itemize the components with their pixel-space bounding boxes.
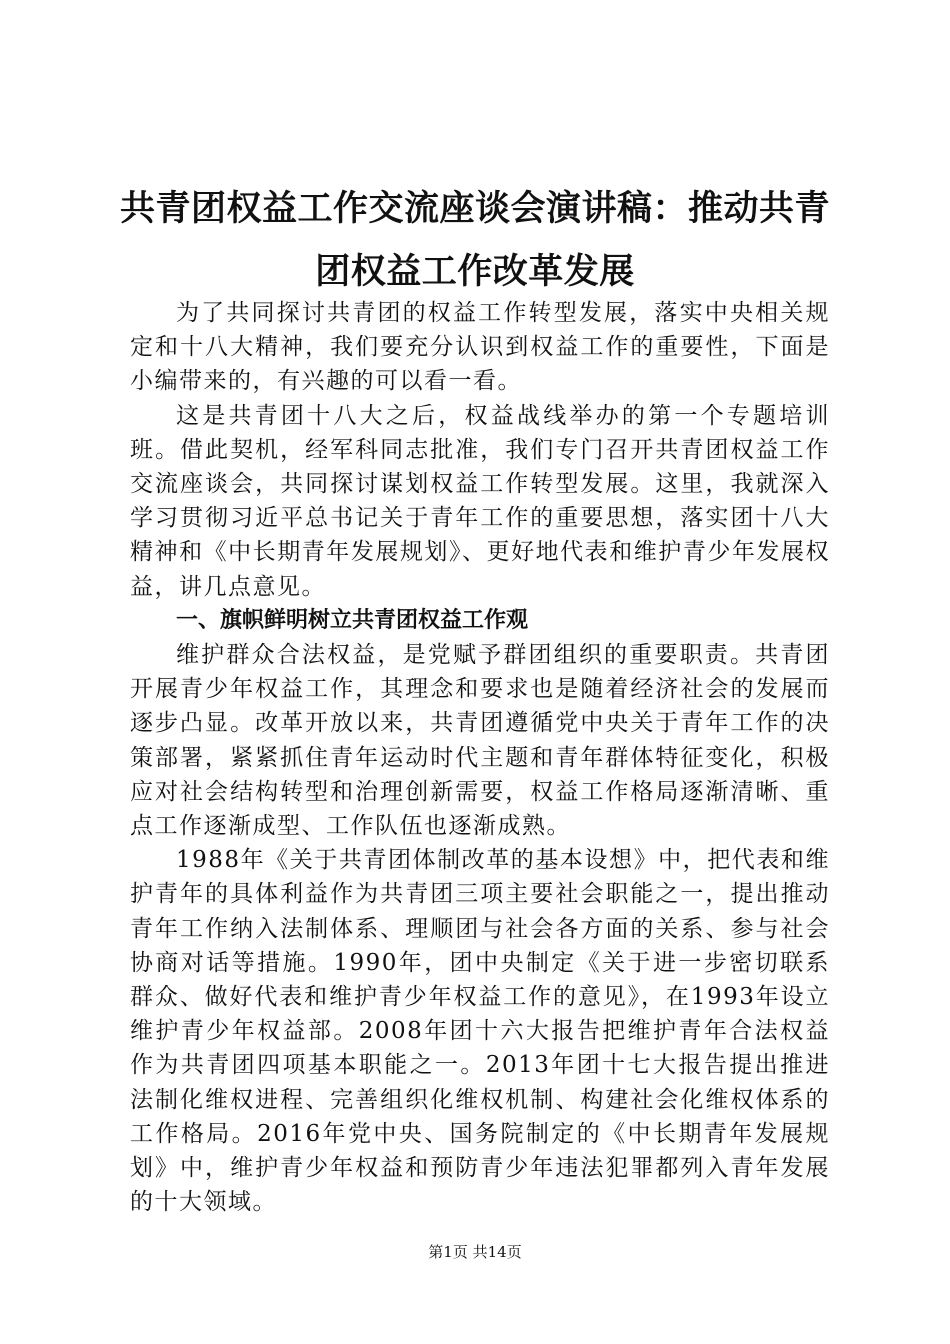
intro-paragraph: 为了共同探讨共青团的权益工作转型发展，落实中央相关规定和十八大精神，我们要充分认识到权益工作的重要性，下面是小编带来的，有兴趣的可以看一看。	[130, 300, 830, 395]
page-number: 第1页 共14页	[428, 1243, 522, 1261]
section-heading: 一、旗帜鲜明树立共青团权益工作观	[176, 607, 529, 633]
document-body	[130, 296, 830, 1219]
body-paragraph: 这是共青团十八大之后，权益战线举办的第一个专题培训班。借此契机，经军科同志批准，我们专门召开共青团权益工作交流座谈会，共同探讨谋划权益工作转型发展。这里，我就深入学习贯彻习近平总书记关于青年工作的重要思想，落实团十八大精神和《中长期青年发展规划》、更好地代表和维护青少年发展权益，讲几点意见。	[130, 402, 830, 600]
section-paragraph: 1988年《关于共青团体制改革的基本设想》中，把代表和维护青年的具体利益作为共青团三项主要社会职能之一，提出推动青年工作纳入法制体系、理顺团与社会各方面的关系、参与社会协商对话等措施。1990年，团中央制定《关于进一步密切联系群众、做好代表和维护青少年权益工作的意见》，在1993年设立维护青少年权益部。2008年团十六大报告把维护青年合法权益作为共青团四项基本职能之一。2013年团十七大报告提出推进法制化维权进程、完善组织化维权机制、构建社会化维权体系的工作格局。2016年党中央、国务院制定的《中长期青年发展规划》中，维护青少年权益和预防青少年违法犯罪都列入青年发展的十大领域。	[130, 847, 830, 1216]
section-paragraph: 维护群众合法权益，是党赋予群团组织的重要职责。共青团开展青少年权益工作，其理念和要求也是随着经济社会的发展而逐步凸显。改革开放以来，共青团遵循党中央关于青年工作的决策部署，紧紧抓住青年运动时代主题和青年群体特征变化，积极应对社会结构转型和治理创新需要，权益工作格局逐渐清晰、重点工作逐渐成型、工作队伍也逐渐成熟。	[130, 642, 830, 840]
document-title: 共青团权益工作交流座谈会演讲稿：推动共青团权益工作改革发展	[119, 189, 830, 292]
